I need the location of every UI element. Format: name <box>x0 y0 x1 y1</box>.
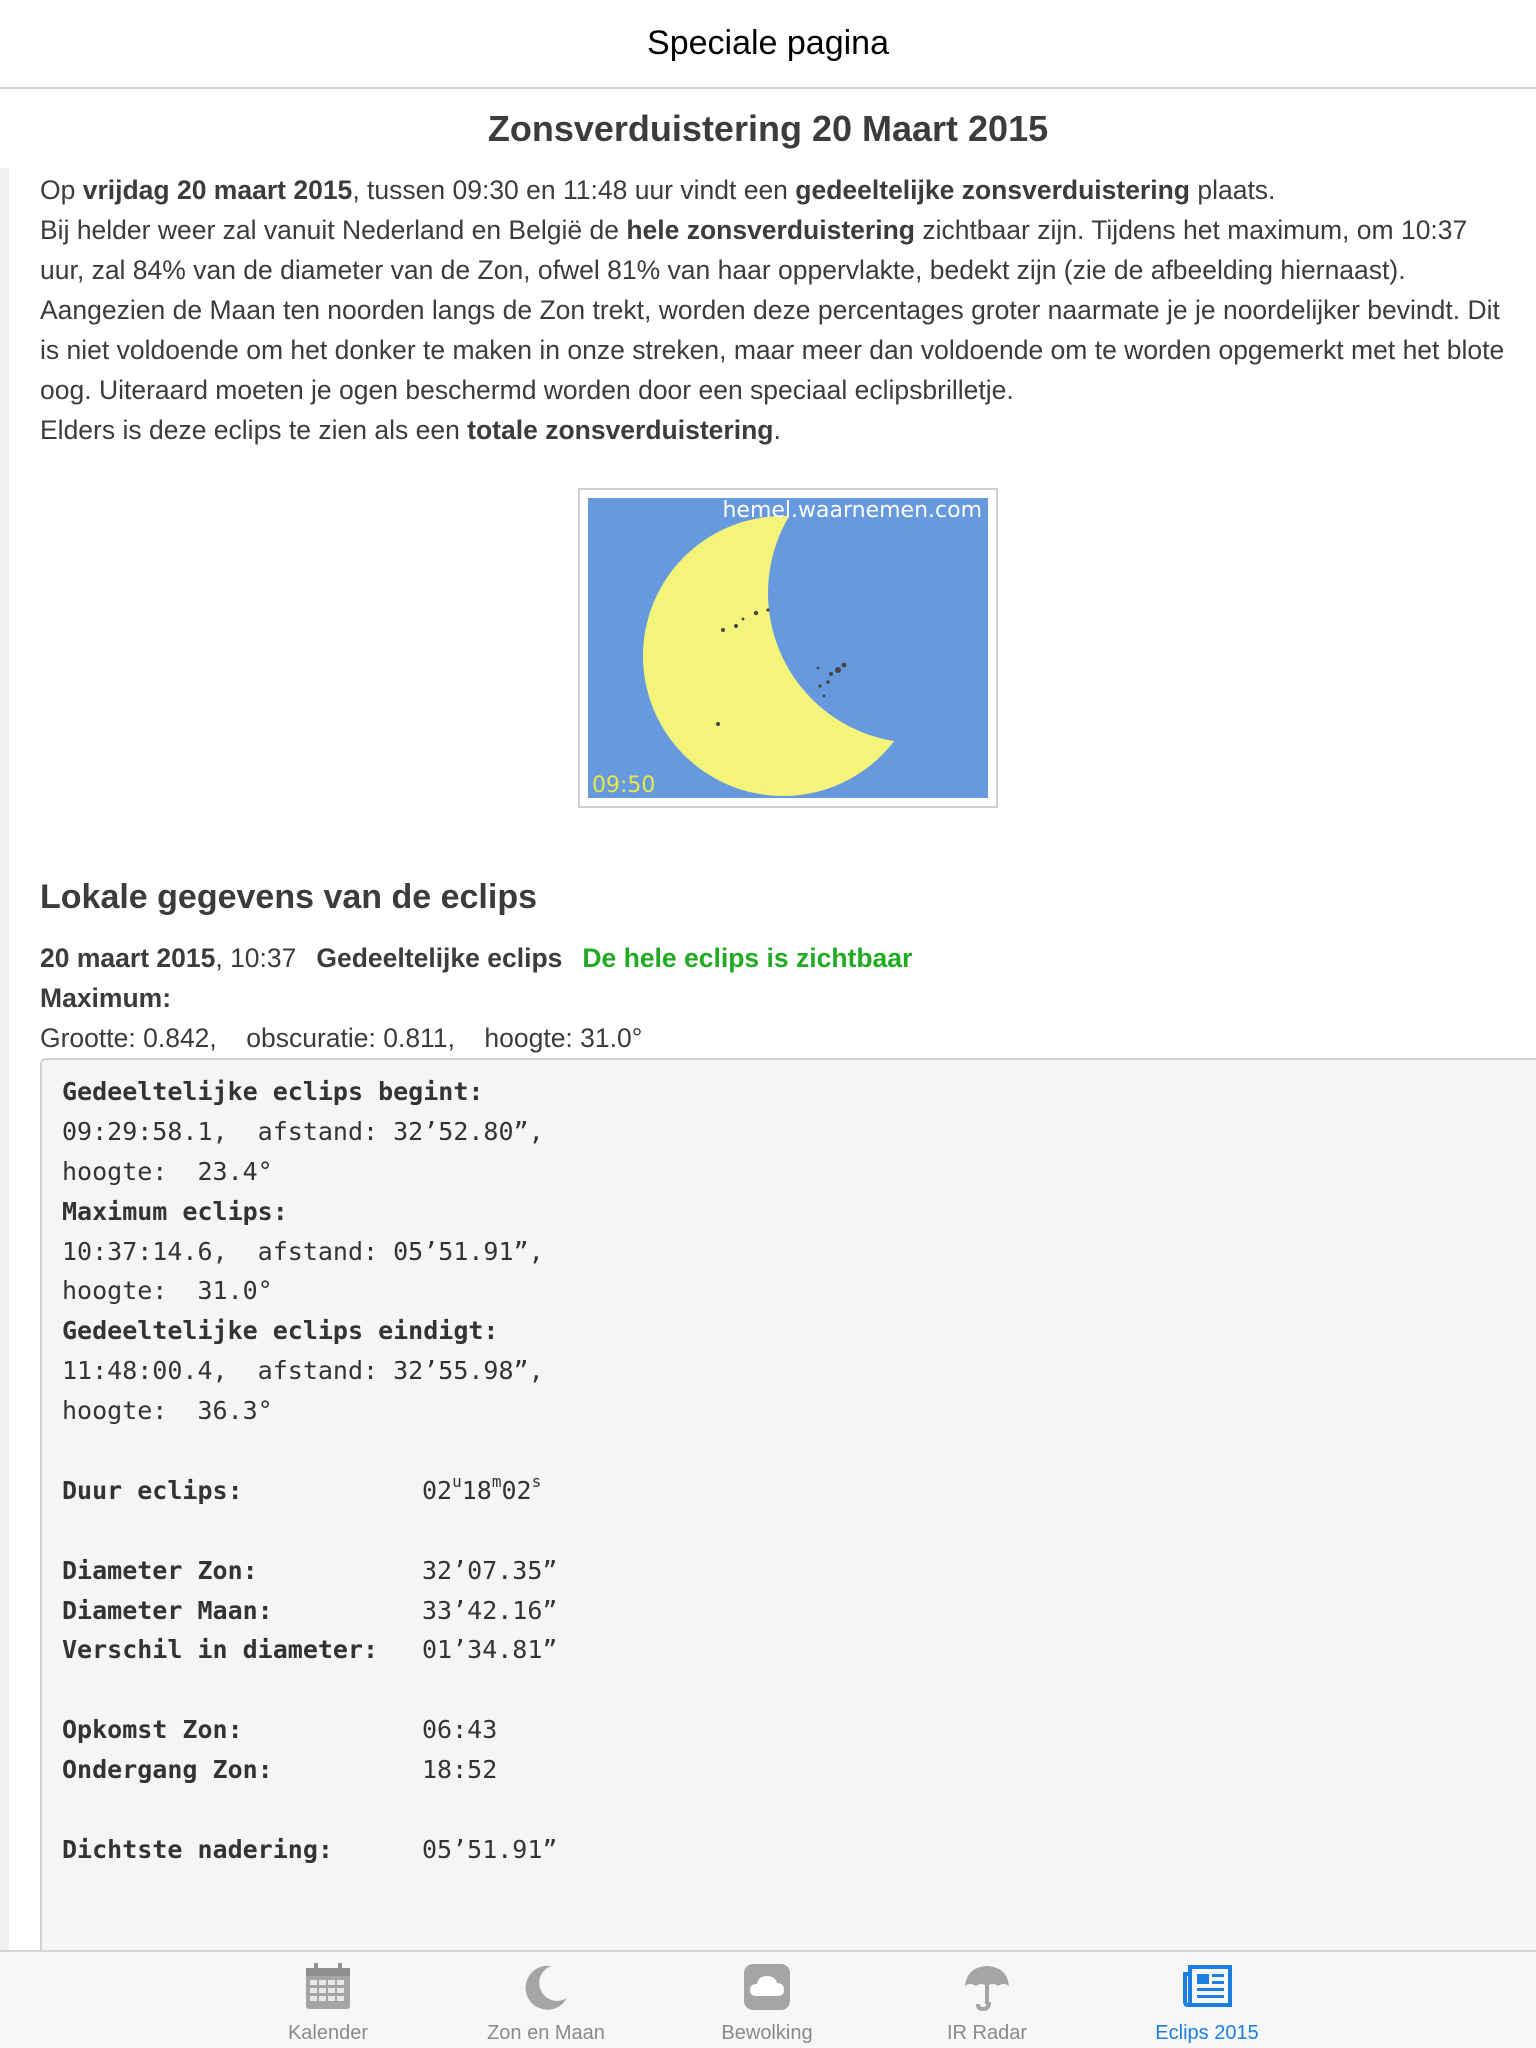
tab-label: Kalender <box>287 2022 369 2044</box>
article-title: Zonsverduistering 20 Maart 2015 <box>487 108 1049 149</box>
sunset-value: 18:52 <box>422 1755 498 1785</box>
max-label: Maximum eclips: <box>62 1196 288 1226</box>
eclipse-image-frame[interactable] <box>578 488 998 808</box>
max-time: 10:37:14.6, afstand: 05’51.91”, <box>62 1236 544 1266</box>
tab-ir-radar[interactable] <box>897 1952 1077 2048</box>
tab-kalender[interactable] <box>238 1952 418 2048</box>
newspaper-icon <box>1182 1962 1232 2012</box>
duration-minutes-unit: m <box>491 1471 502 1491</box>
tab-zon-en-maan[interactable] <box>456 1952 636 2048</box>
eclipse-details-box[interactable] <box>40 1058 1536 1950</box>
tab-label: Zon en Maan <box>487 2022 605 2044</box>
duration-row <box>62 1471 1516 1511</box>
closest-approach-label: Dichtste nadering: <box>62 1834 333 1864</box>
intro-bold-full: hele zonsverduistering <box>626 215 915 245</box>
duration-seconds: 02 <box>501 1475 532 1505</box>
eclipse-illustration <box>588 498 988 798</box>
article-content[interactable] <box>0 90 1536 1950</box>
diameter-diff-label: Verschil in diameter: <box>62 1635 379 1665</box>
begin-label: Gedeeltelijke eclips begint: <box>62 1077 484 1106</box>
image-watermark: hemel.waarnemen.com <box>722 498 982 523</box>
local-time: , 10:37 <box>215 943 297 973</box>
eclipse-type: Gedeeltelijke eclips <box>316 943 563 973</box>
begin-height: hoogte: 23.4° <box>62 1156 273 1186</box>
local-data-heading: Lokale gegevens van de eclips <box>40 878 538 916</box>
navigation-bar <box>0 0 1536 89</box>
sun-diameter-value: 32’07.35” <box>422 1555 558 1585</box>
begin-time: 09:29:58.1, afstand: 32’52.80”, <box>62 1116 544 1146</box>
intro-bold-partial: gedeeltelijke zonsverduistering <box>795 175 1190 205</box>
tab-eclips-2015[interactable] <box>1117 1952 1297 2048</box>
intro-text-span: Elders is deze eclips te zien als een <box>40 415 468 445</box>
intro-bold-total: totale zonsverduistering <box>467 415 774 445</box>
cloud-icon <box>742 1962 792 2012</box>
tab-label: Eclips 2015 <box>1155 2022 1259 2044</box>
duration-label: Duur eclips: <box>62 1475 243 1505</box>
end-time: 11:48:00.4, afstand: 32’55.98”, <box>62 1356 544 1386</box>
visibility-note: De hele eclips is zichtbaar <box>582 943 913 973</box>
tab-label: IR Radar <box>946 2022 1028 2044</box>
image-timestamp: 09:50 <box>592 773 656 798</box>
diameter-diff-row <box>62 1630 1516 1670</box>
max-height: hoogte: 31.0° <box>62 1276 273 1306</box>
sunrise-row <box>62 1710 1516 1750</box>
tab-label: Bewolking <box>721 2022 813 2044</box>
diameter-diff-value: 01’34.81” <box>422 1635 558 1665</box>
sun-diameter-row <box>62 1551 1516 1591</box>
intro-text-span: , tussen 09:30 en 11:48 uur vindt een <box>352 175 796 205</box>
page-title: Speciale pagina <box>647 24 889 62</box>
duration-hours-unit: u <box>452 1471 462 1491</box>
intro-text-span: . <box>773 415 781 445</box>
local-summary-line <box>40 938 912 978</box>
duration-minutes: 18 <box>461 1475 492 1505</box>
magnitude-line: Grootte: 0.842, obscuratie: 0.811, hoogte: 31.0° <box>40 1023 643 1053</box>
sun-disc <box>643 516 923 796</box>
tab-bewolking[interactable] <box>677 1952 857 2048</box>
closest-approach-row <box>62 1830 1516 1870</box>
calendar-icon <box>303 1962 353 2012</box>
sunrise-label: Opkomst Zon: <box>62 1715 243 1745</box>
left-rule <box>0 168 9 1950</box>
duration-seconds-unit: s <box>531 1471 542 1491</box>
eclipse-image <box>588 498 988 798</box>
sun-diameter-label: Diameter Zon: <box>62 1555 258 1585</box>
closest-approach-value: 05’51.91” <box>422 1834 558 1864</box>
moon-diameter-row <box>62 1591 1516 1631</box>
intro-text-span: Op <box>40 175 83 205</box>
tab-bar <box>0 1950 1536 2048</box>
maximum-label: Maximum: <box>40 983 172 1013</box>
end-height: hoogte: 36.3° <box>62 1396 273 1426</box>
moon-diameter-label: Diameter Maan: <box>62 1595 273 1625</box>
intro-text <box>40 170 1510 450</box>
moon-diameter-value: 33’42.16” <box>422 1595 558 1625</box>
moon-icon <box>521 1962 571 2012</box>
intro-text-span: zichtbaar zijn. Tijdens het maximum, om 10:37 uur, zal 84% van de diameter van de Zon, ofwel 81% van haar oppervlakte, bedekt zijn (zie de afbeelding hiernaast). Aangezien de Maan ten noorden langs de Zon trekt, worden deze percentages groter naarmate je je noordelijker bevindt. Dit is niet voldoende om het donker te maken in onze streken, maar meer dan voldoende om te worden opgemerkt met het blote oog. Uiteraard moeten je ogen beschermd worden door een speciaal eclipsbrilletje. <box>40 215 1505 405</box>
sunrise-value: 06:43 <box>422 1715 498 1745</box>
local-date: 20 maart 2015 <box>40 943 216 973</box>
intro-text-span: plaats. <box>1189 175 1276 205</box>
umbrella-icon <box>962 1962 1012 2012</box>
sunset-row <box>62 1750 1516 1790</box>
duration-hours: 02 <box>422 1475 453 1505</box>
sunset-label: Ondergang Zon: <box>62 1755 273 1785</box>
intro-bold-date: vrijdag 20 maart 2015 <box>82 175 353 205</box>
end-label: Gedeeltelijke eclips eindigt: <box>62 1316 499 1346</box>
intro-text-span: Bij helder weer zal vanuit Nederland en België de <box>40 215 627 245</box>
